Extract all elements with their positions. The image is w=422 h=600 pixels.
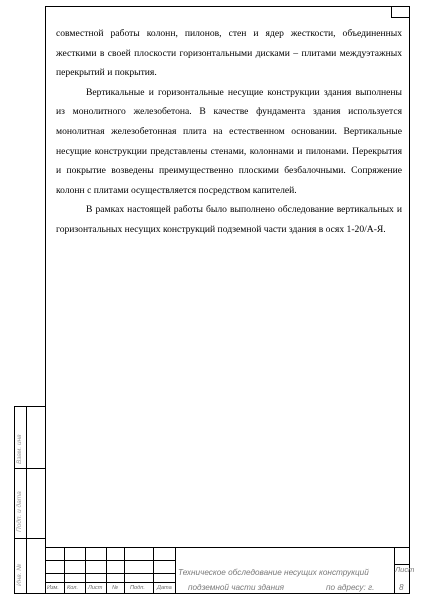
sheet-label: Лист [395, 565, 415, 574]
col-list: Лист [88, 585, 103, 591]
corner-box [391, 6, 410, 18]
doc-title-line1: Техническое обследование несущих конструкций [178, 568, 369, 577]
doc-title-line2b: по адресу: г. [326, 583, 375, 592]
sheet-number: 8 [399, 583, 404, 592]
col-kol: Кол. [67, 585, 78, 591]
body-text [56, 24, 402, 240]
side-stamp [14, 406, 45, 594]
inv-no-label: Инв. № [16, 563, 23, 586]
paragraph-1: совместной работы колонн, пилонов, стен и ядер жесткости, объединенных жесткими в своей плоскости горизонтальными дисками – плитами междуэтажных перекрытий и покрытия. [56, 28, 402, 79]
title-block [45, 547, 415, 594]
col-num: № [112, 585, 119, 591]
podp-data-label: Подп. и дата [16, 491, 23, 532]
paragraph-3: В рамках настоящей работы было выполнено обследование вертикальных и горизонтальных несущих конструкций подземной части здания в осях 1-20/А-Я. [56, 204, 402, 235]
col-data: Дата [157, 585, 172, 591]
vzam-inv-label: Взам. инв [16, 434, 23, 464]
doc-title-line2: подземной части здания [188, 583, 285, 592]
col-podp: Подп. [130, 585, 145, 591]
col-izm: Изм. [47, 585, 59, 591]
paragraph-2: Вертикальные и горизонтальные несущие конструкции здания выполнены из монолитного железобетона. В качестве фундамента здания используется монолитная железобетонная плита на естественном основании. Вертикальные несущие конструкции представлены стенами, колоннами и пилонами. Перекрытия и покрытие возведены преимущественно плоскими безбалочными. Сопряжение колонн с плитами осуществляется посредством капителей. [56, 86, 402, 196]
